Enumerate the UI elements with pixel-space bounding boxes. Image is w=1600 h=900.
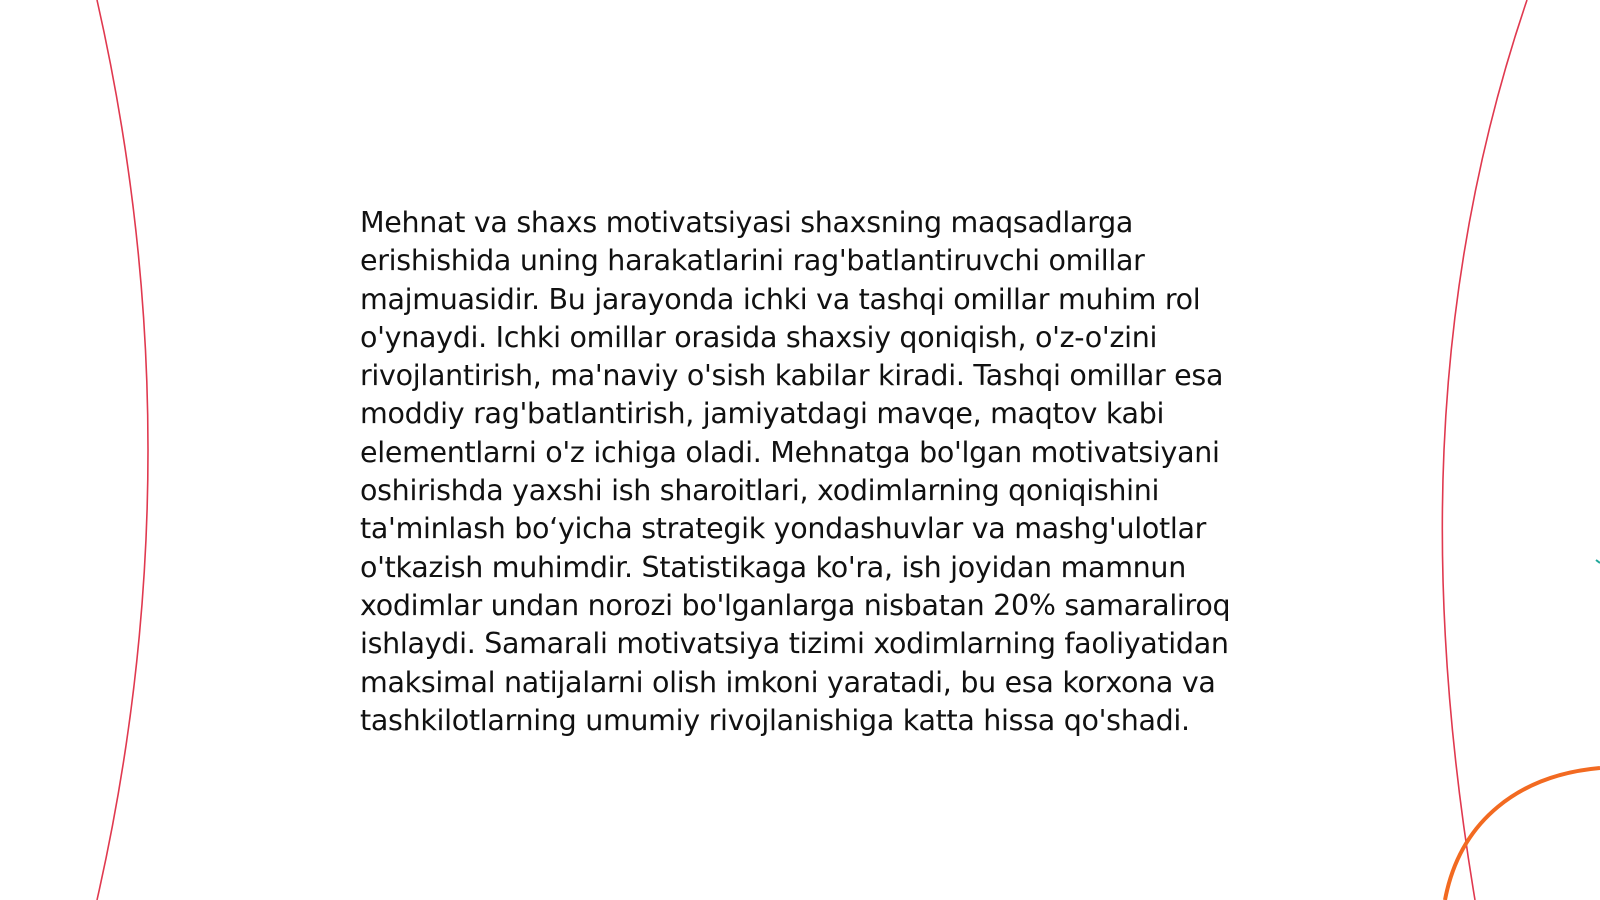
right-arc (1442, 0, 1527, 900)
left-arc (97, 0, 148, 900)
teal-mark (1596, 560, 1600, 563)
body-paragraph: Mehnat va shaxs motivatsiyasi shaxsning maqsadlarga erishishida uning harakatlarini rag'batlantiruvchi omillar majmuasidir. Bu jarayonda ichki va tashqi omillar muhim rol o'ynaydi. Ichki omillar orasida shaxsiy qoniqish, o'z-o'zini rivojlantirish, ma'naviy o'sish kabilar kiradi. Tashqi omillar esa moddiy rag'batlantirish, jamiyatdagi mavqe, maqtov kabi elementlarni o'z ichiga oladi. Mehnatga bo'lgan motivatsiyani oshirishda yaxshi ish sharoitlari, xodimlarning qoniqishini ta'minlash bo‘yicha strategik yondashuvlar va mashg'ulotlar o'tkazish muhimdir. Statistikaga ko'ra, ish joyidan mamnun xodimlar undan norozi bo'lganlarga nisbatan 20% samaraliroq ishlaydi. Samarali motivatsiya tizimi xodimlarning faoliyatidan maksimal natijalarni olish imkoni yaratadi, bu esa korxona va tashkilotlarning umumiy rivojlanishiga katta hissa qo'shadi. (360, 206, 1231, 737)
orange-arc (1445, 768, 1600, 900)
